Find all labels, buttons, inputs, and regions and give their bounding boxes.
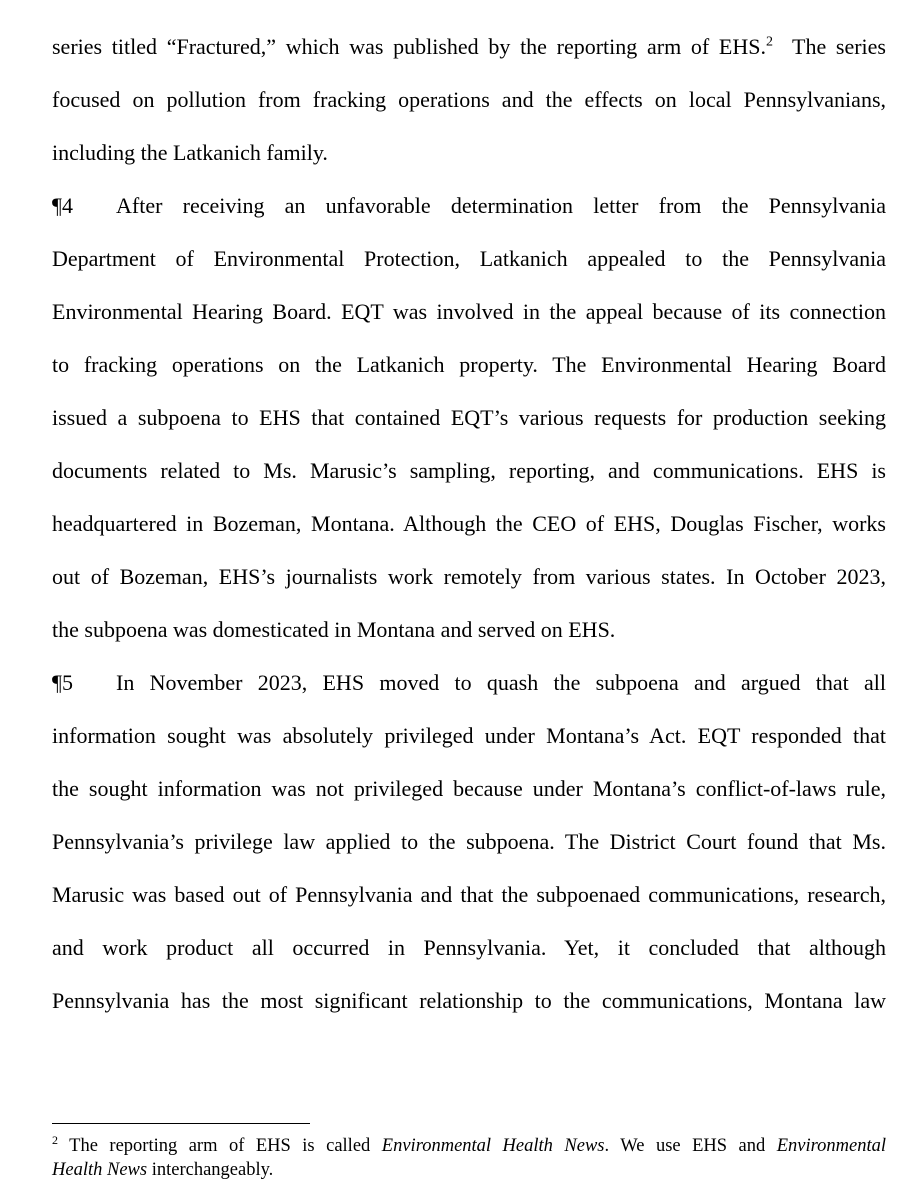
body-line: Pennsylvania’s privilege law applied to the subpoena. The District Court found that Ms. xyxy=(52,829,886,854)
body-line: focused on pollution from fracking operations and the effects on local Pennsylvanians, xyxy=(52,87,886,112)
body-line: the subpoena was domesticated in Montana and served on EHS. xyxy=(52,617,616,642)
body-line: the sought information was not privileged because under Montana’s conflict-of-laws rule, xyxy=(52,776,886,801)
footnote-publication-title: Environmental xyxy=(776,1136,887,1156)
body-line xyxy=(52,26,886,79)
body-line: and work product all occurred in Pennsylvania. Yet, it concluded that although xyxy=(52,935,886,960)
footnote-number: 2 xyxy=(52,1132,58,1147)
document-page xyxy=(52,26,886,1033)
body-line: Pennsylvania has the most significant relationship to the communications, Montana law xyxy=(52,988,886,1013)
body-line xyxy=(52,185,886,238)
body-line: headquartered in Bozeman, Montana. Although the CEO of EHS, Douglas Fischer, works xyxy=(52,511,886,536)
body-line: Marusic was based out of Pennsylvania and that the subpoenaed communications, research, xyxy=(52,882,886,907)
body-line: documents related to Ms. Marusic’s sampling, reporting, and communications. EHS is xyxy=(52,458,886,483)
footnote xyxy=(52,1134,886,1182)
body-text: After receiving an unfavorable determination letter from the Pennsylvania xyxy=(116,193,886,218)
footnote-publication-title: Health News xyxy=(52,1160,148,1180)
footnote-reference: 2 xyxy=(765,34,773,50)
body-text: The series xyxy=(792,34,886,59)
body-line: information sought was absolutely privileged under Montana’s Act. EQT responded that xyxy=(52,723,886,748)
body-line: issued a subpoena to EHS that contained EQT’s various requests for production seeking xyxy=(52,405,886,430)
footnote-publication-title: Environmental Health News xyxy=(381,1136,605,1156)
body-line: out of Bozeman, EHS’s journalists work remotely from various states. In October 2023, xyxy=(52,564,886,589)
footnote-text: . We use EHS and xyxy=(604,1136,766,1156)
paragraph-number: ¶5 xyxy=(52,670,73,695)
footnote-divider xyxy=(52,1123,310,1124)
footnote-line xyxy=(52,1134,886,1158)
body-line xyxy=(52,662,886,715)
footnote-text: The reporting arm of EHS is called xyxy=(69,1136,371,1156)
body-line: Department of Environmental Protection, Latkanich appealed to the Pennsylvania xyxy=(52,246,886,271)
body-line: Environmental Hearing Board. EQT was involved in the appeal because of its connection xyxy=(52,299,886,324)
body-line: including the Latkanich family. xyxy=(52,140,328,165)
body-line: to fracking operations on the Latkanich property. The Environmental Hearing Board xyxy=(52,352,886,377)
body-text: series titled “Fractured,” which was published by the reporting arm of EHS. xyxy=(52,34,766,59)
paragraph-number: ¶4 xyxy=(52,193,73,218)
footnote-text: interchangeably. xyxy=(151,1160,274,1180)
footnote-line xyxy=(52,1158,886,1182)
body-text: In November 2023, EHS moved to quash the subpoena and argued that all xyxy=(116,670,886,695)
